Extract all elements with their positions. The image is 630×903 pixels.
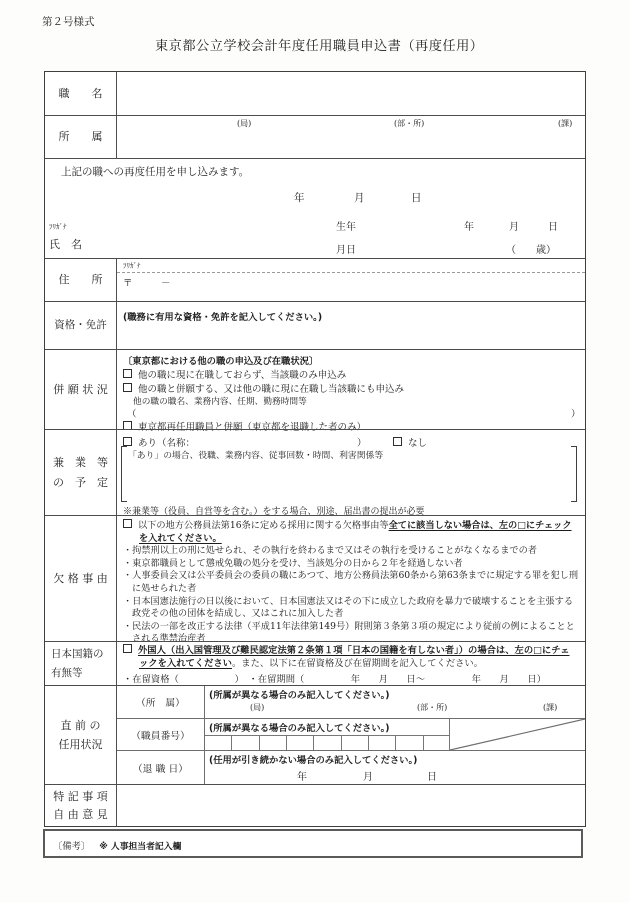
prev-affiliation-subrow — [117, 686, 585, 718]
employee-number-label: （職員番号） — [117, 719, 205, 750]
bureau-caption: (局) — [237, 119, 252, 128]
remarks-box — [43, 829, 583, 858]
section-caption: (課) — [543, 703, 558, 712]
qualification-label: 資格・免許 — [45, 302, 117, 349]
bracket-left — [121, 446, 127, 502]
affiliation-label: 所 属 — [45, 116, 117, 158]
age-field: （ 歳） — [506, 245, 556, 256]
employee-number-digit-cells — [205, 735, 450, 750]
row-qualification — [45, 301, 585, 349]
job-title-label: 職 名 — [45, 72, 117, 115]
checkbox-icon — [123, 519, 132, 528]
remarks-note: ※ 人事担当者記入欄 — [99, 842, 182, 852]
disqualification-item: ・拘禁刑以上の刑に処せられ、その執行を終わるまで又はその執行を受けることがなくなるまでの者 — [123, 545, 537, 557]
paren-open: （ — [127, 409, 137, 420]
retirement-date-hint: (任用が引き続かない場合のみ記入してください。) — [209, 755, 418, 766]
row-concurrent-application — [45, 349, 585, 433]
apply-date-year: 年 — [294, 192, 305, 204]
concurrent-option1: 他の職に現に在職しておらず、当該職のみ申込み — [123, 367, 346, 381]
remarks-label: 〔備考〕 — [53, 841, 91, 852]
retirement-day: 日 — [427, 772, 437, 783]
disqualification-content — [117, 516, 585, 645]
concurrent-heading: 〔東京都における他の職の申込及び在職状況〕 — [123, 356, 319, 367]
qualification-hint: (職務に有用な資格・免許を記入してください。) — [123, 312, 323, 323]
row-nationality — [45, 641, 585, 685]
birth-month: 月 — [509, 222, 519, 233]
retirement-month: 月 — [363, 772, 373, 783]
retirement-year: 年 — [297, 772, 307, 783]
name-label: 氏 名 — [49, 238, 82, 251]
apply-date-day: 日 — [411, 192, 422, 204]
form-table — [44, 71, 586, 827]
section-caption: (課) — [558, 119, 573, 128]
checkbox-icon — [393, 437, 402, 446]
disqualification-intro: 以下の地方公務員法第16条に定める採用に関する欠格事由等全てに該当しない場合は、左の□にチェックを入れてください。 — [123, 519, 580, 545]
prev-affiliation-hint: (所属が異なる場合のみ記入してください。) — [209, 690, 390, 701]
disqualification-item: ・日本国憲法施行の日以後において、日本国憲法又はその下に成立した政府を暴力で破壊することを主張する政党その他の団体を結成し、又はこれに加入した者 — [123, 595, 574, 620]
address-input-area — [117, 259, 585, 301]
retirement-date-label: （退 職 日） — [117, 751, 205, 784]
row-statement-name — [45, 158, 585, 258]
furigana-divider — [117, 272, 585, 273]
disqualification-item: ・民法の一部を改正する法律（平成11年法律第149号）附則第３条第３項の規定により従前の例によることとされる準禁治産者 — [123, 620, 575, 645]
side-business-no: なし — [393, 435, 427, 449]
paren-close: ） — [571, 409, 581, 420]
birth-year: 年 — [464, 222, 474, 233]
birth-day: 日 — [548, 222, 558, 233]
affiliation-input-area — [117, 116, 585, 158]
nationality-label: 日本国籍の 有無等 — [45, 642, 117, 685]
employee-number-input — [205, 719, 585, 750]
retirement-date-subrow — [117, 750, 585, 784]
row-special-notes — [45, 784, 585, 826]
side-business-yes-close: ） — [357, 438, 367, 449]
dept-caption: (部・所) — [417, 703, 448, 712]
previous-appointment-label: 直 前 の 任用状況 — [45, 686, 117, 784]
residence-status-field: ・在留資格（ ） ・在留期間（ 年 月 日～ 年 月 日） — [123, 674, 547, 686]
postal-code-field: 〒 － — [123, 278, 171, 289]
concurrent-option2: 他の職と併願する、又は他の職に現に在職し当該職にも申込み — [123, 381, 404, 395]
checkbox-icon — [123, 437, 132, 446]
concurrent-option3: 東京都再任用職員と併願（東京都を退職した者のみ） — [123, 419, 366, 433]
row-affiliation — [45, 115, 585, 158]
side-business-label: 兼 業 等 の 予 定 — [45, 430, 117, 515]
nationality-intro: 外国人（出入国管理及び難民認定法第２条第１項「日本の国籍を有しない者」）の場合は、左の□にチェックを入れてください。また、以下に在留資格及び在留期間を記入してください。 — [123, 644, 573, 670]
prev-affiliation-input — [205, 686, 585, 718]
disqualification-item: ・人事委員会又は公平委員会の委員の職にあつて、地方公務員法第60条から第63条までに規定する罪を犯し刑に処せられた者 — [123, 570, 579, 594]
prev-affiliation-label: （所 属） — [117, 686, 205, 718]
dept-caption: (部・所) — [394, 119, 425, 128]
side-business-content — [117, 430, 585, 515]
address-label: 住 所 — [45, 259, 117, 301]
nationality-content — [117, 642, 585, 685]
special-notes-label: 特 記 事 項 自 由 意 見 — [45, 785, 117, 826]
concurrent-note: 他の職の職名、業務内容、任期、勤務時間等 — [133, 397, 307, 407]
form-title: 東京都公立学校会計年度任用職員申込書（再度任用） — [155, 39, 484, 54]
checkbox-icon — [123, 644, 132, 653]
statement-text: 上記の職への再度任用を申し込みます。 — [61, 166, 250, 178]
form-number: 第２号様式 — [42, 16, 95, 28]
disqualification-item: ・東京都職員として懲戒免職の処分を受け、当該処分の日から２年を経過しない者 — [123, 557, 463, 569]
job-title-input-area — [117, 72, 585, 115]
retirement-date-input — [205, 751, 585, 784]
address-furigana-label: ﾌﾘｶﾞﾅ — [123, 262, 141, 270]
checkbox-icon — [123, 383, 132, 392]
birth-label-line2: 月日 — [336, 245, 356, 256]
previous-appointment-content — [117, 686, 585, 784]
employee-number-subrow — [117, 718, 585, 750]
row-previous-appointment — [45, 685, 585, 784]
row-address — [45, 258, 585, 301]
bureau-caption: (局) — [250, 703, 265, 712]
row-disqualification — [45, 515, 585, 645]
disqualification-label: 欠 格 事 由 — [45, 516, 117, 641]
statement-name-area — [45, 159, 585, 258]
concurrent-label: 併 願 状 況 — [45, 350, 117, 429]
side-business-footnote: ※兼業等（役員、自営等を含む。）をする場合、別途、届出書の提出が必要 — [123, 507, 425, 517]
side-business-bracket-note: 「あり」の場合、役職、業務内容、従事回数・時間、利害関係等 — [128, 451, 384, 461]
concurrent-content — [117, 350, 585, 433]
checkbox-icon — [123, 369, 132, 378]
row-job-title — [45, 72, 585, 115]
bracket-right — [571, 446, 577, 502]
employee-number-hint: (所属が異なる場合のみ記入してください。) — [209, 723, 390, 734]
side-business-yes: あり（名称： — [123, 435, 195, 449]
qualification-input-area — [117, 302, 585, 349]
special-notes-input-area — [117, 785, 585, 826]
diagonal-strikethrough — [449, 719, 585, 750]
name-furigana-label: ﾌﾘｶﾞﾅ — [49, 223, 67, 231]
birth-label-line1: 生年 — [336, 222, 356, 233]
apply-date-month: 月 — [354, 192, 365, 204]
row-side-business — [45, 429, 585, 515]
